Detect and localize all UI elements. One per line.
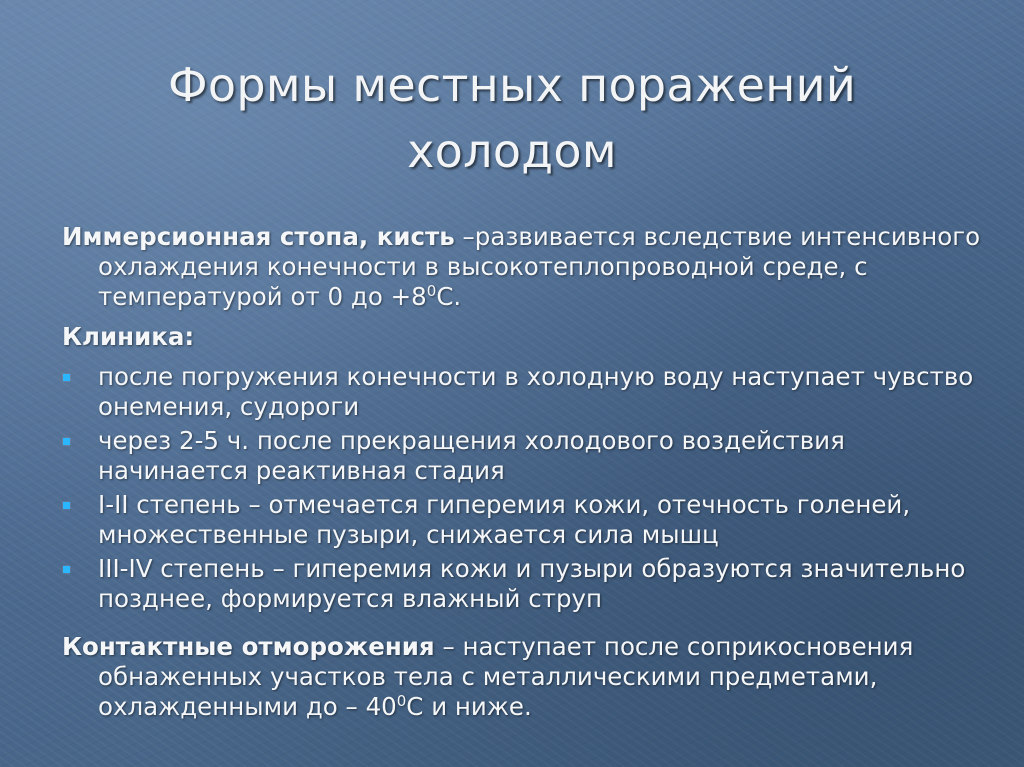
- contact-text-end: С и ниже.: [406, 692, 532, 721]
- list-item: [62, 362, 992, 422]
- list-item-text: после погружения конечности в холодную воду наступает чувство онемения, судороги: [98, 362, 974, 421]
- list-item: [62, 426, 992, 486]
- square-bullet-icon: [63, 566, 70, 573]
- immersion-paragraph: [62, 222, 992, 312]
- clinic-heading-text: Клиника:: [62, 322, 195, 351]
- list-item: [62, 554, 992, 614]
- square-bullet-icon: [63, 438, 70, 445]
- list-item: [62, 490, 992, 550]
- slide-body: [62, 222, 992, 722]
- immersion-text-end: С.: [436, 282, 462, 311]
- contact-term: Контактные отморожения: [62, 632, 435, 661]
- clinic-heading: [62, 322, 992, 352]
- contact-text: – наступает после соприкосновения обнаженных участков тела с металлическими предметами, охлажденными до – 40: [98, 632, 914, 721]
- immersion-term: Иммерсионная стопа, кисть: [62, 222, 455, 251]
- immersion-degree-sup: 0: [426, 282, 437, 300]
- square-bullet-icon: [63, 502, 70, 509]
- list-item-text: через 2-5 ч. после прекращения холодового воздействия начинается реактивная стадия: [98, 426, 845, 485]
- title-line-1: Формы местных поражений: [167, 58, 857, 112]
- immersion-text: –развивается вследствие интенсивного охлаждения конечности в высокотеплопроводной среде, с температурой от 0 до +8: [98, 222, 981, 311]
- list-item-text: I-II степень – отмечается гиперемия кожи, отечность голеней, множественные пузыри, снижается сила мышц: [98, 490, 911, 549]
- square-bullet-icon: [63, 374, 70, 381]
- contact-paragraph: [62, 632, 992, 722]
- title-line-2: холодом: [407, 124, 617, 178]
- list-item-text: III-IV степень – гиперемия кожи и пузыри образуются значительно позднее, формируется влажный струп: [98, 554, 966, 613]
- slide-title: [110, 52, 914, 184]
- contact-degree-sup: 0: [396, 692, 407, 710]
